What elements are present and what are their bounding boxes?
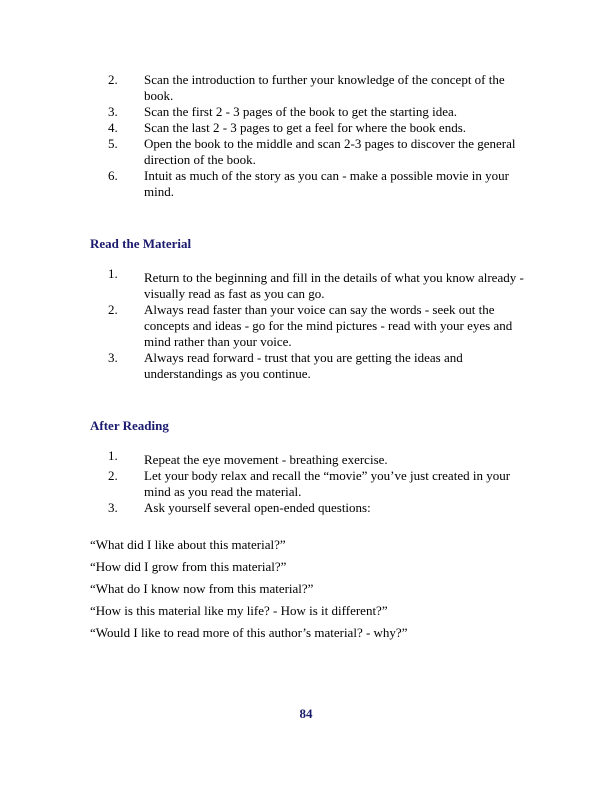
list-item-number: 2. bbox=[108, 72, 118, 87]
question-item: “What do I know now from this material?” bbox=[90, 581, 314, 596]
question-item: “What did I like about this material?” bbox=[90, 537, 286, 552]
list-item-number: 1. bbox=[108, 448, 118, 463]
question-item: “How is this material like my life? - How is it different?” bbox=[90, 603, 388, 618]
list-item-text: Repeat the eye movement - breathing exercise. bbox=[144, 452, 388, 467]
intro-list bbox=[0, 72, 612, 200]
section-heading-after: After Reading bbox=[90, 418, 169, 433]
list-item-number: 2. bbox=[108, 302, 118, 317]
list-item-text: Open the book to the middle and scan 2-3 pages to discover the general direction of the book. bbox=[144, 136, 516, 167]
list-item-number: 6. bbox=[108, 168, 118, 183]
list-item bbox=[0, 168, 612, 200]
list-item bbox=[0, 448, 612, 468]
list-item-number: 2. bbox=[108, 468, 118, 483]
list-item-number: 4. bbox=[108, 120, 118, 135]
list-item-text: Scan the introduction to further your knowledge of the concept of the book. bbox=[144, 72, 505, 103]
list-item bbox=[0, 468, 612, 500]
list-item-number: 5. bbox=[108, 136, 118, 151]
list-item bbox=[0, 136, 612, 168]
list-item bbox=[0, 72, 612, 104]
section-heading-read: Read the Material bbox=[90, 236, 192, 251]
list-item-number: 3. bbox=[108, 350, 118, 365]
list-item-number: 3. bbox=[108, 104, 118, 119]
list-item bbox=[0, 302, 612, 350]
list-item-text: Intuit as much of the story as you can - make a possible movie in your mind. bbox=[144, 168, 510, 199]
list-item-number: 1. bbox=[108, 266, 118, 281]
list-item bbox=[0, 350, 612, 382]
after-list bbox=[0, 448, 612, 516]
page-number: 84 bbox=[299, 706, 313, 721]
list-item bbox=[0, 120, 612, 136]
list-item bbox=[0, 500, 612, 516]
question-list bbox=[90, 537, 407, 647]
list-item-text: Return to the beginning and fill in the details of what you know already - visually read as fast as you can go. bbox=[144, 270, 524, 301]
list-item-text: Always read forward - trust that you are getting the ideas and understandings as you continue. bbox=[144, 350, 463, 381]
question-item: “Would I like to read more of this author’s material? - why?” bbox=[90, 625, 408, 640]
question-item: “How did I grow from this material?” bbox=[90, 559, 287, 574]
list-item bbox=[0, 104, 612, 120]
list-item-text: Scan the first 2 - 3 pages of the book to get the starting idea. bbox=[144, 104, 458, 119]
read-list bbox=[0, 266, 612, 382]
list-item-text: Scan the last 2 - 3 pages to get a feel for where the book ends. bbox=[144, 120, 467, 135]
list-item-text: Always read faster than your voice can say the words - seek out the concepts and ideas - go for the mind pictures - read with your eyes and mind rather than your voice. bbox=[144, 302, 513, 349]
list-item bbox=[0, 266, 612, 302]
list-item-number: 3. bbox=[108, 500, 118, 515]
list-item-text: Ask yourself several open-ended questions: bbox=[144, 500, 371, 515]
list-item-text: Let your body relax and recall the “movie” you’ve just created in your mind as you read the material. bbox=[144, 468, 511, 499]
